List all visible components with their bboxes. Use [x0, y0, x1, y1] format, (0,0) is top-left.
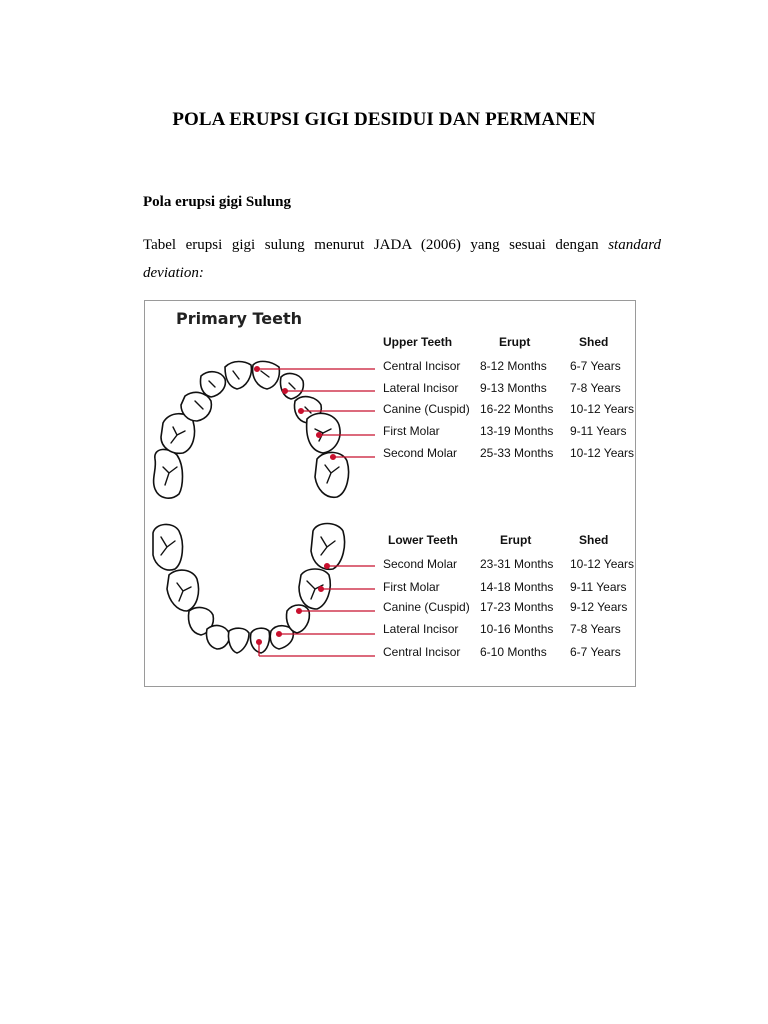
lower-left-lateral-incisor	[206, 626, 229, 649]
tooth-name: Canine (Cuspid)	[383, 600, 470, 614]
intro-paragraph	[143, 231, 661, 287]
upper-header-shed: Shed	[579, 335, 609, 349]
lower-left-central-incisor	[228, 628, 249, 653]
tooth-name: First Molar	[383, 424, 440, 438]
shed-value: 10-12 Years	[570, 402, 635, 416]
erupt-value: 9-13 Months	[480, 381, 547, 395]
shed-value: 9-11 Years	[570, 424, 627, 438]
tooth-name: Lateral Incisor	[383, 381, 459, 395]
erupt-value: 6-10 Months	[480, 645, 547, 659]
upper-header-erupt: Erupt	[499, 335, 531, 349]
erupt-value: 14-18 Months	[480, 580, 554, 594]
erupt-value: 16-22 Months	[480, 402, 554, 416]
erupt-value: 10-16 Months	[480, 622, 554, 636]
tooth-name: Central Incisor	[383, 645, 461, 659]
paragraph-italic: standard deviation:	[143, 237, 661, 281]
upper-header-teeth: Upper Teeth	[383, 335, 453, 349]
primary-teeth-figure	[144, 300, 636, 687]
lower-header-erupt: Erupt	[500, 533, 532, 547]
shed-value: 10-12 Years	[570, 557, 635, 571]
tooth-name: Second Molar	[383, 446, 458, 460]
erupt-value: 17-23 Months	[480, 600, 554, 614]
erupt-value: 8-12 Months	[480, 359, 547, 373]
shed-value: 7-8 Years	[570, 622, 621, 636]
section-heading: Pola erupsi gigi Sulung	[143, 194, 291, 210]
tooth-name: Lateral Incisor	[383, 622, 459, 636]
erupt-value: 25-33 Months	[480, 446, 554, 460]
shed-value: 7-8 Years	[570, 381, 621, 395]
paragraph-text: Tabel erupsi gigi sulung menurut JADA (2006) yang sesuai dengan	[143, 237, 609, 253]
shed-value: 6-7 Years	[570, 359, 621, 373]
lower-header-teeth: Lower Teeth	[388, 533, 458, 547]
erupt-value: 13-19 Months	[480, 424, 554, 438]
upper-left-central-incisor	[225, 362, 251, 390]
tooth-name: Canine (Cuspid)	[383, 402, 470, 416]
erupt-value: 23-31 Months	[480, 557, 554, 571]
upper-left-canine	[181, 392, 211, 421]
tooth-name: Central Incisor	[383, 359, 461, 373]
shed-value: 9-12 Years	[570, 600, 628, 614]
tooth-name: Second Molar	[383, 557, 458, 571]
figure-title: Primary Teeth	[176, 309, 302, 328]
shed-value: 6-7 Years	[570, 645, 621, 659]
shed-value: 9-11 Years	[570, 580, 627, 594]
shed-value: 10-12 Years	[570, 446, 635, 460]
document-title: POLA ERUPSI GIGI DESIDUI DAN PERMANEN	[172, 109, 596, 130]
tooth-name: First Molar	[383, 580, 440, 594]
lower-header-shed: Shed	[579, 533, 609, 547]
